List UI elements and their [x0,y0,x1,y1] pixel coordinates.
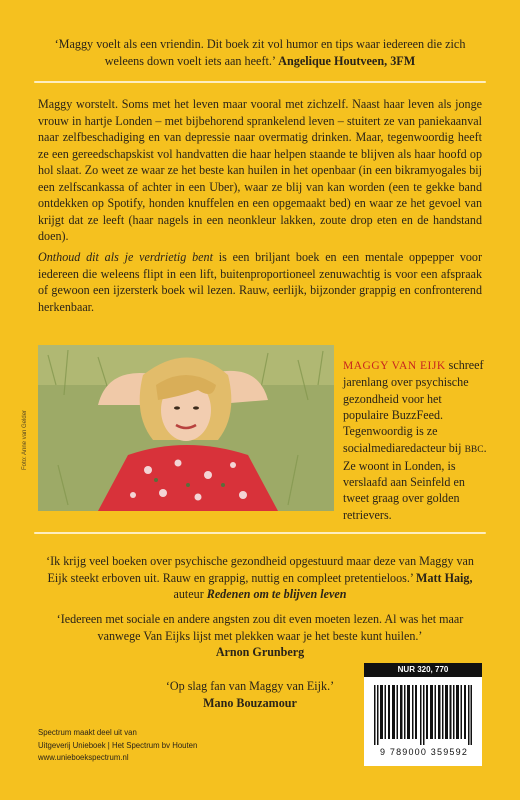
publisher-url: www.unieboekspectrum.nl [38,753,129,762]
quote-4-source: Mano Bouzamour [203,695,297,710]
author-photo [38,345,334,511]
publisher-line-2: Uitgeverij Unieboek | Het Spectrum bv Houten [38,740,198,750]
quote-2-source-name: Matt Haig, [416,570,473,585]
divider-top [34,81,486,83]
quote-2-source-book: Redenen om te blijven leven [206,587,347,601]
author-bio-bbc: BBC [464,444,484,455]
quote-4-text: ‘Op slag fan van Maggy van Eijk.’ [165,679,335,693]
quote-top-source: Angelique Houtveen, 3FM [278,53,416,68]
body-paragraph-2 [38,249,482,315]
book-title: Onthoud dit als je verdrietig bent [38,250,213,264]
publisher-line-1: Spectrum maakt deel uit van [38,728,137,737]
body-paragraph-1: Maggy worstelt. Soms met het leven maar vooral met zichzelf. Naast haar leven als jonge vrouw in hartje Londen – met bijbehorend sprankelend leven – stuitert ze van paniekaanval naar zelfbeschadiging en van depressie naar overmatig drinken. Maar, tegenwoordig heeft ze een gereedschapskist vol handvatten die haar helpen staande te blijven als haar hoofd op hol slaat. Zo weet ze waar ze het beste kan huilen in het openbaar (in een bikramyogales bij een zelfscankassa of achter in een Uber), waar ze blij van kan worden (een te gekke band ontdekken op Spotify, honden knuffelen en een opgemaakt bed) en waar ze het gevoel van krijgt dat ze leeft (haar nagels in een neonkleur lakken, zoute drop eten en de handstand doen). [38,97,482,243]
author-bio-before: schreef jarenlang over psychische gezondheid voor het populaire BuzzFeed. Tegenwoordig is ze socialmediaredacteur bij [343,358,484,455]
quote-2 [38,553,482,603]
divider-bottom [34,532,486,534]
quote-2-source-role: auteur [173,587,207,601]
quote-top-text: ‘Maggy voelt als een vriendin. Dit boek zit vol humor en tips waar iedereen die zich weleens down voelt iets aan heeft.’ [54,37,466,68]
barcode-box [364,663,482,766]
barcode-icon [374,685,472,745]
quote-3-text: ‘Iedereen met sociale en andere angsten zou dit even moeten lezen. Al was het maar vanwege Van Eijks lijst met plekken waar je het beste kunt huilen.’ [56,612,464,643]
isbn-number: 9 789000 359592 [379,747,469,757]
author-bio-after: . Ze woont in Londen, is verslaafd aan Seinfeld en tweet graag over golden retrievers. [343,440,487,522]
body-paragraph-2-text: is een briljant boek en een mentale oppepper voor iedereen die weleens flipt in een lift, buitenproportioneel zenuwachtig is voor een afspraak of gewoon een ijzersterk boek wil lezen. Rauw, eerlijk, bijzonder grappig en confronterend herkenbaar. [38,250,482,314]
quote-4 [150,678,350,711]
quote-3-source: Arnon Grunberg [215,645,305,659]
photo-credit: Foto: Anne van Gelder [22,409,28,470]
quote-2-text: ‘Ik krijg veel boeken over psychische gezondheid opgestuurd maar deze van Maggy van Eijk steekt erboven uit. Rauw en grappig, nuttig en compleet pretentieloos.’ [46,554,474,585]
quote-3 [38,611,482,661]
author-name: MAGGY VAN EIJK [343,360,446,373]
author-bio [343,357,488,523]
quote-top [38,36,482,69]
publisher-info [38,727,197,765]
nur-label: NUR 320, 770 [364,663,482,677]
